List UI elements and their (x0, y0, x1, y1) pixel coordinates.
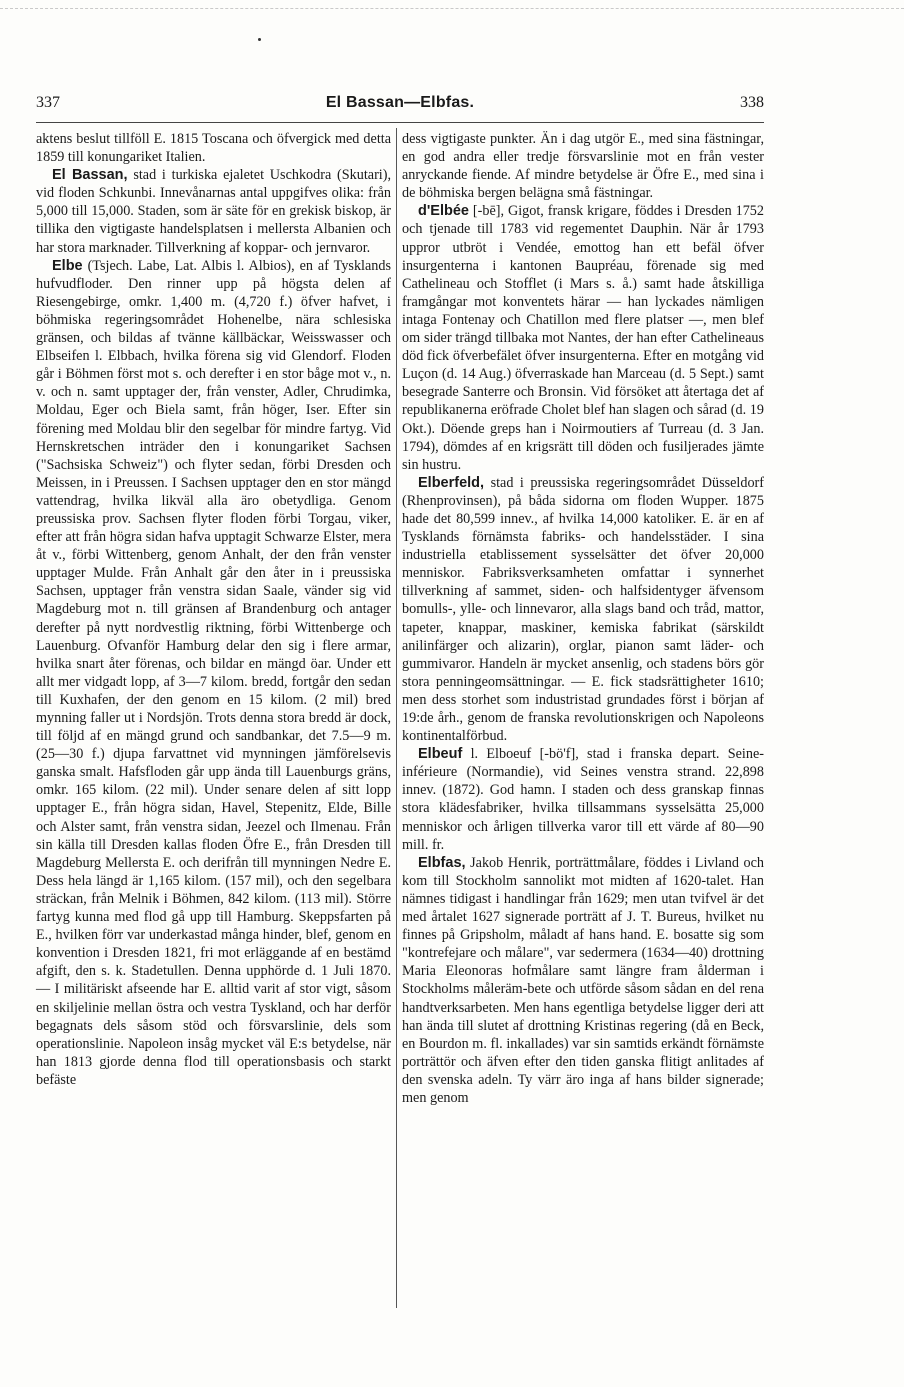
left-column (36, 130, 391, 1089)
scan-edge-line (0, 8, 904, 9)
entry-headword: Elbeuf (418, 746, 463, 763)
entry-headword: d'Elbée (418, 203, 469, 220)
entry-text: l. Elboeuf [-bö'f], stad i franska depart. Seine-inférieure (Normandie), vid Seines venstra strand. 22,898 innev. (1872). God hamn. I staden och dess granskap finnas stora klädesfabriker, hvilka tillsammans sysselsätta 25,000 menniskor och årligen tillverka varor till ett värde af 80—90 mill. fr. (402, 746, 764, 853)
page-number-left: 337 (36, 94, 60, 111)
entry-text: (Tsjech. Labe, Lat. Albis l. Albios), en af Tysklands hufvudfloder. Den rinner upp på högsta delen af Riesengebirge, omkr. 1,400 m. (4,720 f.) öfver hafvet, i böhmiska regeringsområdet Hohenelbe, nära schlesiska gränsen, och bildas af tvänne källbäckar, Weisswasser och Elbseifen l. Elbbach, hvilka förena sig vid Glendorf. Floden går i Böhmen först mot s. och derefter i en stor båge mot v., n. v. och n. samt upptager der, från venster, Adler, Chrudimka, Moldau, Eger och Biela samt, från höger, Iser. Efter sin förening med Moldau blir den segelbar för mindre fartyg. Vid Hernskretschen inträder den i konungariket Sachsen ("Sachsiska Schweiz") och flyter sedan, förbi Dresden och Meissen, in i Preussen. I Sachsen upptager den en stor mängd vattendrag, hvilka likväl alla äro obetydliga. Genom preussiska prov. Sachsen flyter floden förbi Torgau, viker, efter att från högra sidan hafva upptagit Schwarze Elster, mera åt v., förbi Wittenberg, genom Anhalt, der den från venster upptager Mulde. Från Anhalt går den åter in i preussiska Sachsen, upptager från venstra sidan Saale, vänder sig vid Magdeburg mot n. till gränsen af Brandenburg och antager derefter på nytt nordvestlig riktning, förbi Wittenberge och Lauenburg. Ofvanför Hamburg delar den sig i flere armar, hvilka snart åter förenas, och bildar en mängd öar. Under ett allt mer vidgadt lopp, af 3—7 kilom. bredd, fortgår den sedan till Kuxhafen, der den genom en 15 kilom. (2 mil) bred mynning faller ut i Nordsjön. Trots denna stora bredd är dock, till följd af en mängd grund och sandbankar, det 7.5—9 m. (25—30 f.) djupa farvattnet vid mynningen jämförelsevis ganska smalt. Hafsfloden går upp ända till Lauenburgs gräns, omkr. 165 kilom. (22 mil). Under senare delen af sitt lopp upptager E., från högra sidan, Havel, Stepenitz, Elde, Bille och Alster samt, från venstra sidan, Jeezel och Ilmenau. Från sin källa till Dresden kallas floden Öfre E., från Dresden till Magdeburg Mellersta E. och derifrån till mynningen Nedre E. Dess hela längd är 1,165 kilom. (157 mil), och den segelbara sträckan, från Melnik i Böhmen, 842 kilom. (113 mil). Större fartyg kunna med flod gå upp till Hamburg. Skeppsfarten på E., hvilken förr var underkastad många hinder, blef, genom en konvention i Dresden 1821, fri mot erläggande af en bestämd afgift, den s. k. Stadetullen. Denna upphörde d. 1 Juli 1870. — I militäriskt afseende har E. alltid varit af stor vigt, såsom en skiljelinie mellan östra och vestra Tyskland, och har derför begagnats dels såsom stöd och försvarslinie, dels som operationslinie. Napoleon insåg mycket väl E:s betydelse, när han 1813 gjorde denna flod till operationsbasis och starkt befäste (36, 257, 391, 1088)
entry-el-bassan (36, 166, 391, 256)
entry-headword: Elberfeld, (418, 474, 485, 491)
column-divider (396, 128, 397, 1308)
entry-text: stad i preussiska regeringsområdet Düsseldorf (Rhenprovinsen), på båda sidorna om floden Wupper. 1875 hade det 80,599 innev., af hvilka 14,000 katoliker. E. är en af Tysklands förnämsta fabriks- och handelsstäder. I sina industriella etablissement sysselsätter det öfver 20,000 menniskor. Fabriksverksamheten omfattar i synnerhet tillverkning af sammet, siden- och halfsidentyger äfvensom bomulls-, ylle- och linnevaror, alla slags band och tråd, mattor, tapeter, knappar, maskiner, kemiska fabrikat (särskildt anilinfärger och alizarin), orglar, pianon samt läder- och gummivaror. Handeln är mycket ansenlig, och stadens börs gör stora penningeomsättningar. — E. fick stadsrättigheter 1610; men dess storhet som industristad grundades först i början af 19:de årh., genom de franska revolutionskrigen och Napoleons kontinentalförbud. (402, 474, 764, 745)
entry-headword: Elbfas, (418, 854, 466, 871)
entry-elbfas (402, 854, 764, 1107)
entry-continuation (402, 130, 764, 202)
entry-elbeuf (402, 745, 764, 854)
entry-text: stad i turkiska ejaletet Uschkodra (Skutari), vid floden Schkunbi. Innevånarnas antal uppgifves olika: från 5,000 till 15,000. Staden, som är säte för en grekisk biskop, är tillika den vigtigaste handelsplatsen i mellersta Albanien och har stora marknader. Tillverkning af koppar- och jernvaror. (36, 167, 392, 256)
entry-elbe (36, 257, 391, 1089)
page-number-right: 338 (740, 94, 764, 111)
entry-elberfeld (402, 474, 764, 745)
header-rule (36, 122, 764, 123)
right-column (402, 130, 764, 1107)
entry-continuation (36, 130, 391, 166)
entry-text: dess vigtigaste punkter. Än i dag utgör E., med sina fästningar, en god andra eller tredje försvarslinie mot en från vester anryckande fiende. Af mindre betydelse är Öfre E., med sina i de böhmiska bergen belägna små fästningar. (402, 131, 764, 202)
entry-headword: El Bassan, (52, 167, 128, 184)
running-head: El Bassan—Elbfas. (325, 94, 475, 111)
ink-speck (258, 38, 261, 41)
page-header (36, 94, 764, 118)
entry-text: aktens beslut tillföll E. 1815 Toscana och öfvergick med detta 1859 till konungariket Italien. (36, 131, 391, 166)
entry-headword: Elbe (52, 257, 83, 274)
entry-d-elbee (402, 202, 764, 473)
entry-text: [-bē], Gigot, fransk krigare, föddes i Dresden 1752 och tjenade till 1783 vid regementet Dauphin. När år 1793 uppror utbröt i Vendée, emottog han ett befäl öfver insurgenterna i kantonen Baupréau, förenade sig med Cathelineau och Stofflet (i Mars s. å.) samt hade åtskilliga framgångar mot konventets härar — han lyckades nämligen intaga Fontenay och Chatillon med flere platser —, men blef om sider trängd tillbaka mot Nantes, der han efter Cathelineaus död fick öfverbefälet öfver insurgenterna. Efter en motgång vid Luçon (d. 14 Aug.) öfverraskade han Marceau (d. 5 Sept.) samt besegrade Santerre och Bronsin. Vid försöket att återtaga det af republikanerna eröfrade Cholet blef han slagen och sårad (d. 19 Okt.). Döende greps han i Noirmoutiers af Turreau (d. 3 Jan. 1794), dömdes af en krigsrätt till döden och fusiljerades jämte sin hustru. (402, 203, 764, 473)
entry-text: Jakob Henrik, porträttmålare, föddes i Livland och kom till Stockholm sannolikt mot midten af 1620-talet. Han nämnes tidigast i handlingar från 1629; men utan tvifvel är det med årtalet 1627 signerade porträtt af J. T. Bureus, hvilket nu finnes på Gripsholm, måladt af hans hand. E. bosatte sig som "kontrefejare och målare", var sedermera (1634—40) drottning Maria Eleonoras hofmålare samt längre fram ålderman i Stockholms måleräm-bete och utförde såsom sådan en del rena handtverksarbeten. Men hans egentliga betydelse ligger deri att han ända till slutet af drottning Kristinas regering (då en Beck, en Bourdon m. fl. inkallades) var sin samtids erkändt förnämste porträttör och äfven efter den tiden ganska flitigt anlitades af den svenska adeln. Ty värr äro inga af hans bilder signerade; men genom (402, 854, 764, 1106)
